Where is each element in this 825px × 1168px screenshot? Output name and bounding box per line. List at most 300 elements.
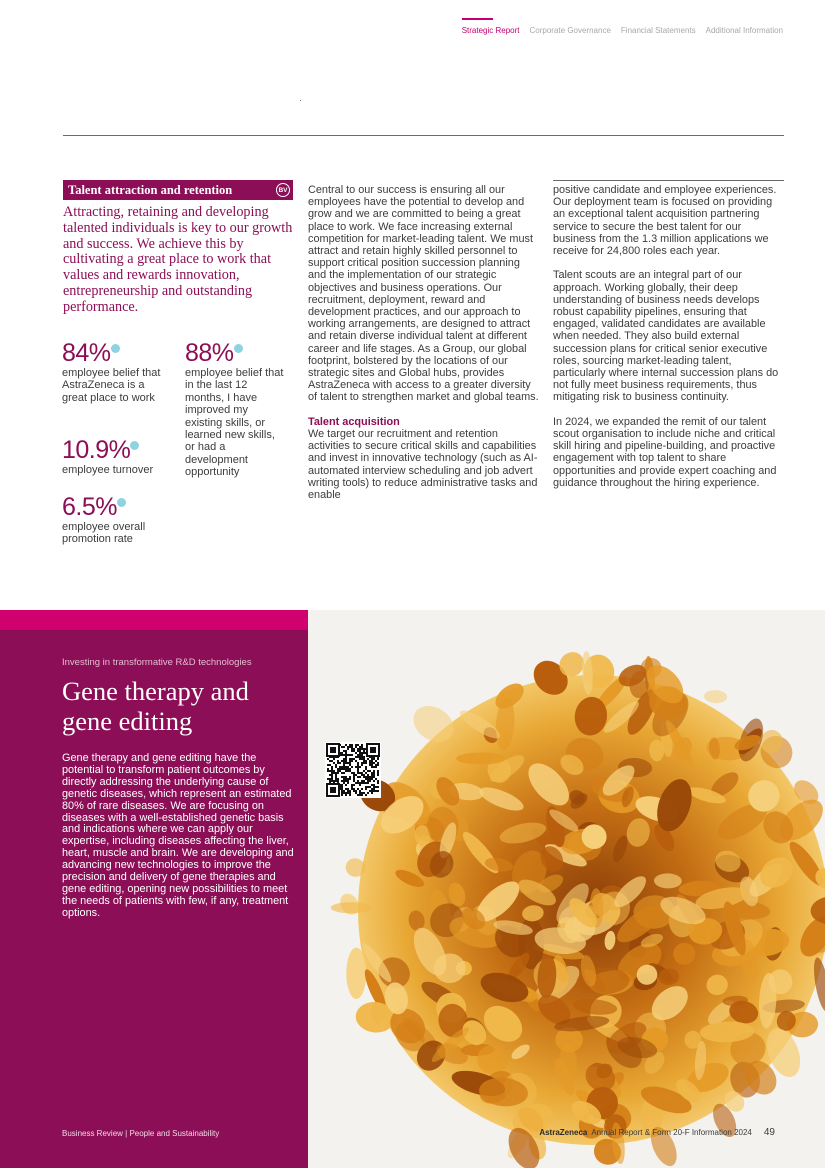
- qr-module: [357, 756, 359, 758]
- qr-module: [343, 776, 345, 778]
- qr-module: [373, 774, 375, 776]
- qr-module: [331, 778, 333, 780]
- qr-module: [373, 784, 375, 786]
- qr-module: [331, 770, 333, 772]
- qr-module: [367, 770, 369, 772]
- qr-module: [349, 744, 351, 746]
- qr-module: [351, 760, 353, 762]
- qr-module: [357, 782, 359, 784]
- qr-module: [369, 786, 371, 788]
- qr-module: [327, 764, 329, 766]
- qr-module: [341, 760, 343, 762]
- qr-module: [359, 772, 361, 774]
- qr-module: [345, 780, 347, 782]
- qr-module: [351, 772, 353, 774]
- intro-statement: Attracting, retaining and developing talented individuals is key to our growth and success. We achieve this by cultivating a great place to work that values and rewards innovation, entrepreneurship and outstanding performance.: [63, 204, 293, 315]
- qr-module: [353, 790, 355, 792]
- qr-module: [335, 764, 337, 766]
- qr-module: [363, 770, 365, 772]
- body-column-2: [553, 184, 785, 501]
- qr-module: [375, 766, 377, 768]
- qr-module: [353, 776, 355, 778]
- qr-module: [353, 774, 355, 776]
- qr-module: [335, 774, 337, 776]
- qr-module: [361, 758, 363, 760]
- qr-module: [361, 774, 363, 776]
- qr-module: [355, 746, 357, 748]
- qr-module: [341, 772, 343, 774]
- qr-module: [349, 778, 351, 780]
- qr-module: [367, 758, 369, 760]
- qr-module: [343, 746, 345, 748]
- qr-module: [373, 758, 375, 760]
- stat-description: employee belief that AstraZeneca is a great place to work: [62, 367, 161, 404]
- qr-module: [363, 774, 365, 776]
- qr-module: [339, 768, 341, 770]
- qr-module: [373, 780, 375, 782]
- qr-module: [345, 758, 347, 760]
- qr-module: [337, 768, 339, 770]
- qr-module: [373, 786, 375, 788]
- qr-module: [345, 744, 347, 746]
- qr-module: [359, 754, 361, 756]
- qr-module: [341, 792, 343, 794]
- qr-module: [375, 786, 377, 788]
- qr-module: [359, 792, 361, 794]
- qr-module: [353, 784, 355, 786]
- qr-module: [353, 758, 355, 760]
- qr-module: [347, 780, 349, 782]
- qr-code-icon[interactable]: [325, 742, 381, 798]
- qr-module: [365, 786, 367, 788]
- qr-module: [373, 790, 375, 792]
- qr-module: [341, 790, 343, 792]
- qr-module: [373, 766, 375, 768]
- stat-skills: [185, 340, 285, 479]
- nav-additional-information[interactable]: Additional Information: [705, 26, 783, 35]
- qr-module: [365, 776, 367, 778]
- qr-module: [343, 782, 345, 784]
- page-number: 49: [763, 1127, 775, 1138]
- qr-module: [377, 764, 379, 766]
- qr-module: [349, 776, 351, 778]
- qr-module: [341, 786, 343, 788]
- footer-brand: AstraZeneca: [539, 1128, 588, 1137]
- qr-module: [369, 764, 371, 766]
- qr-module: [353, 778, 355, 780]
- qr-module: [331, 780, 333, 782]
- qr-module: [347, 748, 349, 750]
- body-column-1: [308, 184, 540, 513]
- qr-module: [377, 762, 379, 764]
- stat-promotion: [62, 494, 172, 546]
- qr-module: [371, 774, 373, 776]
- qr-module: [341, 768, 343, 770]
- footer-report-title: Annual Report & Form 20-F Information 2024: [591, 1128, 752, 1137]
- qr-module: [363, 752, 365, 754]
- qr-module: [351, 750, 353, 752]
- qr-module: [351, 744, 353, 746]
- qr-module: [359, 766, 361, 768]
- qr-module: [357, 762, 359, 764]
- qr-module: [345, 754, 347, 756]
- qr-module: [349, 758, 351, 760]
- qr-module: [335, 776, 337, 778]
- qr-module: [355, 792, 357, 794]
- qr-module: [361, 780, 363, 782]
- qr-module: [373, 788, 375, 790]
- qr-module: [345, 768, 347, 770]
- qr-module: [369, 770, 371, 772]
- section-heading-box: [63, 180, 293, 200]
- qr-module: [359, 776, 361, 778]
- qr-module: [371, 760, 373, 762]
- qr-module: [341, 780, 343, 782]
- qr-module: [333, 762, 335, 764]
- qr-module: [343, 790, 345, 792]
- qr-module: [327, 770, 329, 772]
- qr-module: [329, 774, 331, 776]
- paragraph: In 2024, we expanded the remit of our talent scout organisation to include niche and critical skill hiring and pipeline-building, and proactive engagement with top talent to share opportunities and provide expert coaching and guidance throughout the hiring experience.: [553, 415, 777, 489]
- qr-module: [361, 744, 363, 746]
- qr-module: [345, 776, 347, 778]
- qr-module: [367, 782, 369, 784]
- qr-module: [335, 766, 337, 768]
- qr-module: [361, 762, 363, 764]
- stat-description: employee overall promotion rate: [62, 521, 146, 546]
- cell-fold: [456, 753, 505, 765]
- qr-module: [347, 766, 349, 768]
- accent-bar: [0, 610, 308, 630]
- stat-great-place: [62, 340, 172, 404]
- qr-module: [361, 782, 363, 784]
- qr-module: [353, 748, 355, 750]
- stray-dot: [300, 100, 301, 101]
- qr-module: [343, 758, 345, 760]
- qr-module: [359, 758, 361, 760]
- cell-fold: [346, 948, 366, 999]
- qr-module: [329, 764, 331, 766]
- qr-module: [345, 756, 347, 758]
- qr-module: [371, 764, 373, 766]
- qr-module: [353, 750, 355, 752]
- qr-module: [365, 788, 367, 790]
- qr-module: [365, 794, 367, 796]
- qr-module: [369, 790, 371, 792]
- cell-fold: [331, 902, 372, 913]
- qr-module: [347, 770, 349, 772]
- qr-module: [347, 778, 349, 780]
- qr-module: [377, 772, 379, 774]
- qr-module: [361, 788, 363, 790]
- qr-module: [345, 770, 347, 772]
- qr-module: [343, 764, 345, 766]
- qr-module: [349, 794, 351, 796]
- qr-module: [363, 782, 365, 784]
- feature-panel: [0, 610, 825, 1168]
- qr-module: [367, 774, 369, 776]
- stat-turnover: [62, 437, 172, 476]
- qr-module: [329, 760, 331, 762]
- qr-finder: [330, 787, 336, 793]
- qr-module: [357, 768, 359, 770]
- cell-photo: [308, 610, 825, 1168]
- qr-module: [363, 776, 365, 778]
- qr-module: [371, 766, 373, 768]
- qr-module: [345, 760, 347, 762]
- qr-module: [333, 758, 335, 760]
- qr-module: [331, 766, 333, 768]
- qr-module: [371, 762, 373, 764]
- qr-module: [357, 788, 359, 790]
- section-heading: Talent attraction and retention: [68, 182, 233, 197]
- qr-module: [345, 784, 347, 786]
- qr-module: [329, 778, 331, 780]
- cell-fold: [704, 690, 728, 704]
- feature-title: Gene therapy and gene editing: [62, 676, 249, 736]
- qr-module: [371, 790, 373, 792]
- qr-module: [345, 750, 347, 752]
- qr-module: [359, 752, 361, 754]
- qr-module: [331, 760, 333, 762]
- qr-module: [341, 752, 343, 754]
- qr-module: [375, 764, 377, 766]
- qr-module: [363, 760, 365, 762]
- stat-value: 84%: [62, 339, 111, 367]
- qr-module: [375, 778, 377, 780]
- qr-module: [331, 776, 333, 778]
- paragraph: We target our recruitment and retention activities to secure critical skills and capabilities and invest in innovative technology (such as AI-automated interview scheduling and job advert writing tools) to reduce administrative tasks and enable: [308, 428, 538, 502]
- qr-module: [353, 788, 355, 790]
- qr-module: [365, 782, 367, 784]
- qr-module: [367, 792, 369, 794]
- qr-module: [373, 762, 375, 764]
- feature-sidebar: [0, 610, 308, 1168]
- qr-module: [369, 778, 371, 780]
- qr-module: [349, 764, 351, 766]
- paragraph: Central to our success is ensuring all our employees have the potential to develop and grow and we are committed to being a great place to work. We face increasing external competition for market-leading talent. We must attract and retain highly skilled personnel to support critical position succession planning and the implementation of our strategic objectives and business operations. Our recruitment, deployment, reward and development practices, and our approach to working arrangements, are designed to attract and retain diverse individual talent at different career and life stages. As a Group, our global footprint, bolstered by the locations of our strategic sites and Global hubs, provides AstraZeneca with access to a greater diversity of talent to strengthen market and global teams.: [308, 184, 539, 404]
- qr-module: [357, 776, 359, 778]
- cell-body: [331, 647, 825, 1168]
- qr-module: [371, 778, 373, 780]
- qr-module: [345, 762, 347, 764]
- qr-module: [363, 780, 365, 782]
- qr-module: [343, 778, 345, 780]
- qr-module: [365, 772, 367, 774]
- qr-module: [361, 746, 363, 748]
- qr-module: [353, 772, 355, 774]
- qr-module: [351, 786, 353, 788]
- stat-value: 88%: [185, 339, 234, 367]
- qr-module: [377, 770, 379, 772]
- qr-module: [343, 762, 345, 764]
- qr-module: [355, 756, 357, 758]
- qr-module: [377, 780, 379, 782]
- qr-module: [361, 792, 363, 794]
- qr-module: [347, 746, 349, 748]
- qr-module: [331, 772, 333, 774]
- qr-module: [371, 792, 373, 794]
- qr-module: [343, 754, 345, 756]
- qr-module: [347, 768, 349, 770]
- qr-module: [357, 754, 359, 756]
- qr-module: [377, 786, 379, 788]
- bv-badge-icon: BV: [276, 183, 290, 197]
- qr-module: [345, 794, 347, 796]
- qr-module: [375, 760, 377, 762]
- qr-module: [341, 784, 343, 786]
- nav-financial-statements[interactable]: Financial Statements: [620, 26, 696, 35]
- qr-module: [359, 782, 361, 784]
- qr-module: [357, 744, 359, 746]
- qr-module: [377, 790, 379, 792]
- qr-module: [349, 762, 351, 764]
- qr-module: [363, 762, 365, 764]
- qr-module: [361, 764, 363, 766]
- qr-module: [347, 782, 349, 784]
- paragraph: positive candidate and employee experiences. Our deployment team is focused on providing an exceptional talent acquisition partnering service to secure the best talent for our business from the 1.3 million applications we receive for 24,800 roles each year.: [553, 184, 777, 258]
- qr-module: [343, 766, 345, 768]
- qr-module: [371, 788, 373, 790]
- feature-kicker: Investing in transformative R&D technologies: [62, 657, 252, 668]
- qr-module: [341, 746, 343, 748]
- qr-module: [343, 772, 345, 774]
- qr-module: [375, 790, 377, 792]
- qr-module: [373, 770, 375, 772]
- qr-module: [361, 752, 363, 754]
- qr-module: [333, 770, 335, 772]
- stat-value: 10.9%: [62, 436, 131, 464]
- qr-module: [343, 792, 345, 794]
- qr-module: [327, 778, 329, 780]
- qr-module: [357, 794, 359, 796]
- qr-module: [351, 748, 353, 750]
- qr-module: [353, 780, 355, 782]
- qr-module: [331, 774, 333, 776]
- qr-module: [347, 762, 349, 764]
- qr-module: [377, 782, 379, 784]
- cell-illustration: [308, 610, 825, 1168]
- section-nav: [462, 26, 783, 35]
- feature-body: Gene therapy and gene editing have the potential to transform patient outcomes by directly addressing the underlying cause of genetic diseases, which represent an estimated 80% of rare diseases. We are focusing on diseases with a well-established genetic basis and indications where we can apply our expertise, including diseases affecting the liver, heart, muscle and brain. We are developing and advancing new technologies to improve the precision and delivery of gene therapies and gene editing, opening new possibilities to meet the needs of patients with few, if any, treatment options.: [62, 752, 294, 919]
- qr-module: [343, 780, 345, 782]
- qr-module: [357, 766, 359, 768]
- stat-value: 6.5%: [62, 493, 117, 521]
- qr-module: [349, 754, 351, 756]
- qr-module: [371, 776, 373, 778]
- qr-module: [351, 746, 353, 748]
- qr-module: [363, 750, 365, 752]
- qr-module: [367, 778, 369, 780]
- qr-module: [345, 788, 347, 790]
- qr-module: [361, 772, 363, 774]
- qr-module: [359, 756, 361, 758]
- footer-breadcrumb: Business Review | People and Sustainability: [62, 1129, 220, 1138]
- qr-module: [357, 748, 359, 750]
- qr-module: [335, 778, 337, 780]
- qr-module: [351, 754, 353, 756]
- qr-module: [357, 772, 359, 774]
- qr-module: [347, 790, 349, 792]
- qr-module: [363, 748, 365, 750]
- qr-module: [371, 784, 373, 786]
- qr-module: [367, 776, 369, 778]
- qr-module: [333, 772, 335, 774]
- qr-module: [329, 780, 331, 782]
- qr-module: [337, 778, 339, 780]
- qr-module: [347, 754, 349, 756]
- footer-report-info: [539, 1127, 775, 1138]
- qr-module: [365, 762, 367, 764]
- qr-module: [355, 774, 357, 776]
- qr-module: [349, 792, 351, 794]
- qr-module: [333, 780, 335, 782]
- qr-module: [365, 778, 367, 780]
- qr-module: [355, 766, 357, 768]
- qr-module: [345, 752, 347, 754]
- qr-module: [355, 752, 357, 754]
- qr-module: [365, 760, 367, 762]
- qr-module: [351, 784, 353, 786]
- qr-module: [359, 748, 361, 750]
- stat-description: employee belief that in the last 12 months, I have improved my existing skills, or learned new skills, or had a development opportunity: [185, 367, 284, 479]
- qr-module: [361, 748, 363, 750]
- qr-module: [337, 762, 339, 764]
- qr-module: [361, 754, 363, 756]
- qr-module: [363, 792, 365, 794]
- nav-corporate-governance[interactable]: Corporate Governance: [529, 26, 611, 35]
- qr-module: [359, 790, 361, 792]
- qr-module: [339, 770, 341, 772]
- subheading-talent-acquisition: Talent acquisition: [308, 415, 400, 428]
- qr-module: [347, 788, 349, 790]
- qr-module: [373, 772, 375, 774]
- qr-module: [359, 784, 361, 786]
- qr-finder: [330, 747, 336, 753]
- qr-module: [359, 750, 361, 752]
- qr-module: [335, 780, 337, 782]
- qr-module: [363, 756, 365, 758]
- header-divider: [63, 135, 784, 136]
- qr-module: [337, 760, 339, 762]
- qr-module: [365, 768, 367, 770]
- qr-module: [357, 770, 359, 772]
- qr-module: [343, 750, 345, 752]
- qr-module: [365, 766, 367, 768]
- qr-module: [355, 744, 357, 746]
- qr-module: [359, 794, 361, 796]
- qr-module: [335, 772, 337, 774]
- qr-module: [369, 760, 371, 762]
- qr-module: [341, 788, 343, 790]
- stat-description: employee turnover: [62, 464, 154, 476]
- qr-module: [363, 758, 365, 760]
- qr-module: [327, 768, 329, 770]
- nav-strategic-report[interactable]: Strategic Report: [461, 26, 520, 35]
- qr-module: [377, 774, 379, 776]
- qr-module: [357, 750, 359, 752]
- qr-module: [371, 758, 373, 760]
- qr-module: [345, 778, 347, 780]
- qr-module: [343, 760, 345, 762]
- qr-module: [367, 780, 369, 782]
- qr-module: [373, 776, 375, 778]
- qr-module: [345, 792, 347, 794]
- qr-module: [369, 780, 371, 782]
- qr-finder: [370, 747, 376, 753]
- qr-module: [355, 760, 357, 762]
- qr-module: [337, 780, 339, 782]
